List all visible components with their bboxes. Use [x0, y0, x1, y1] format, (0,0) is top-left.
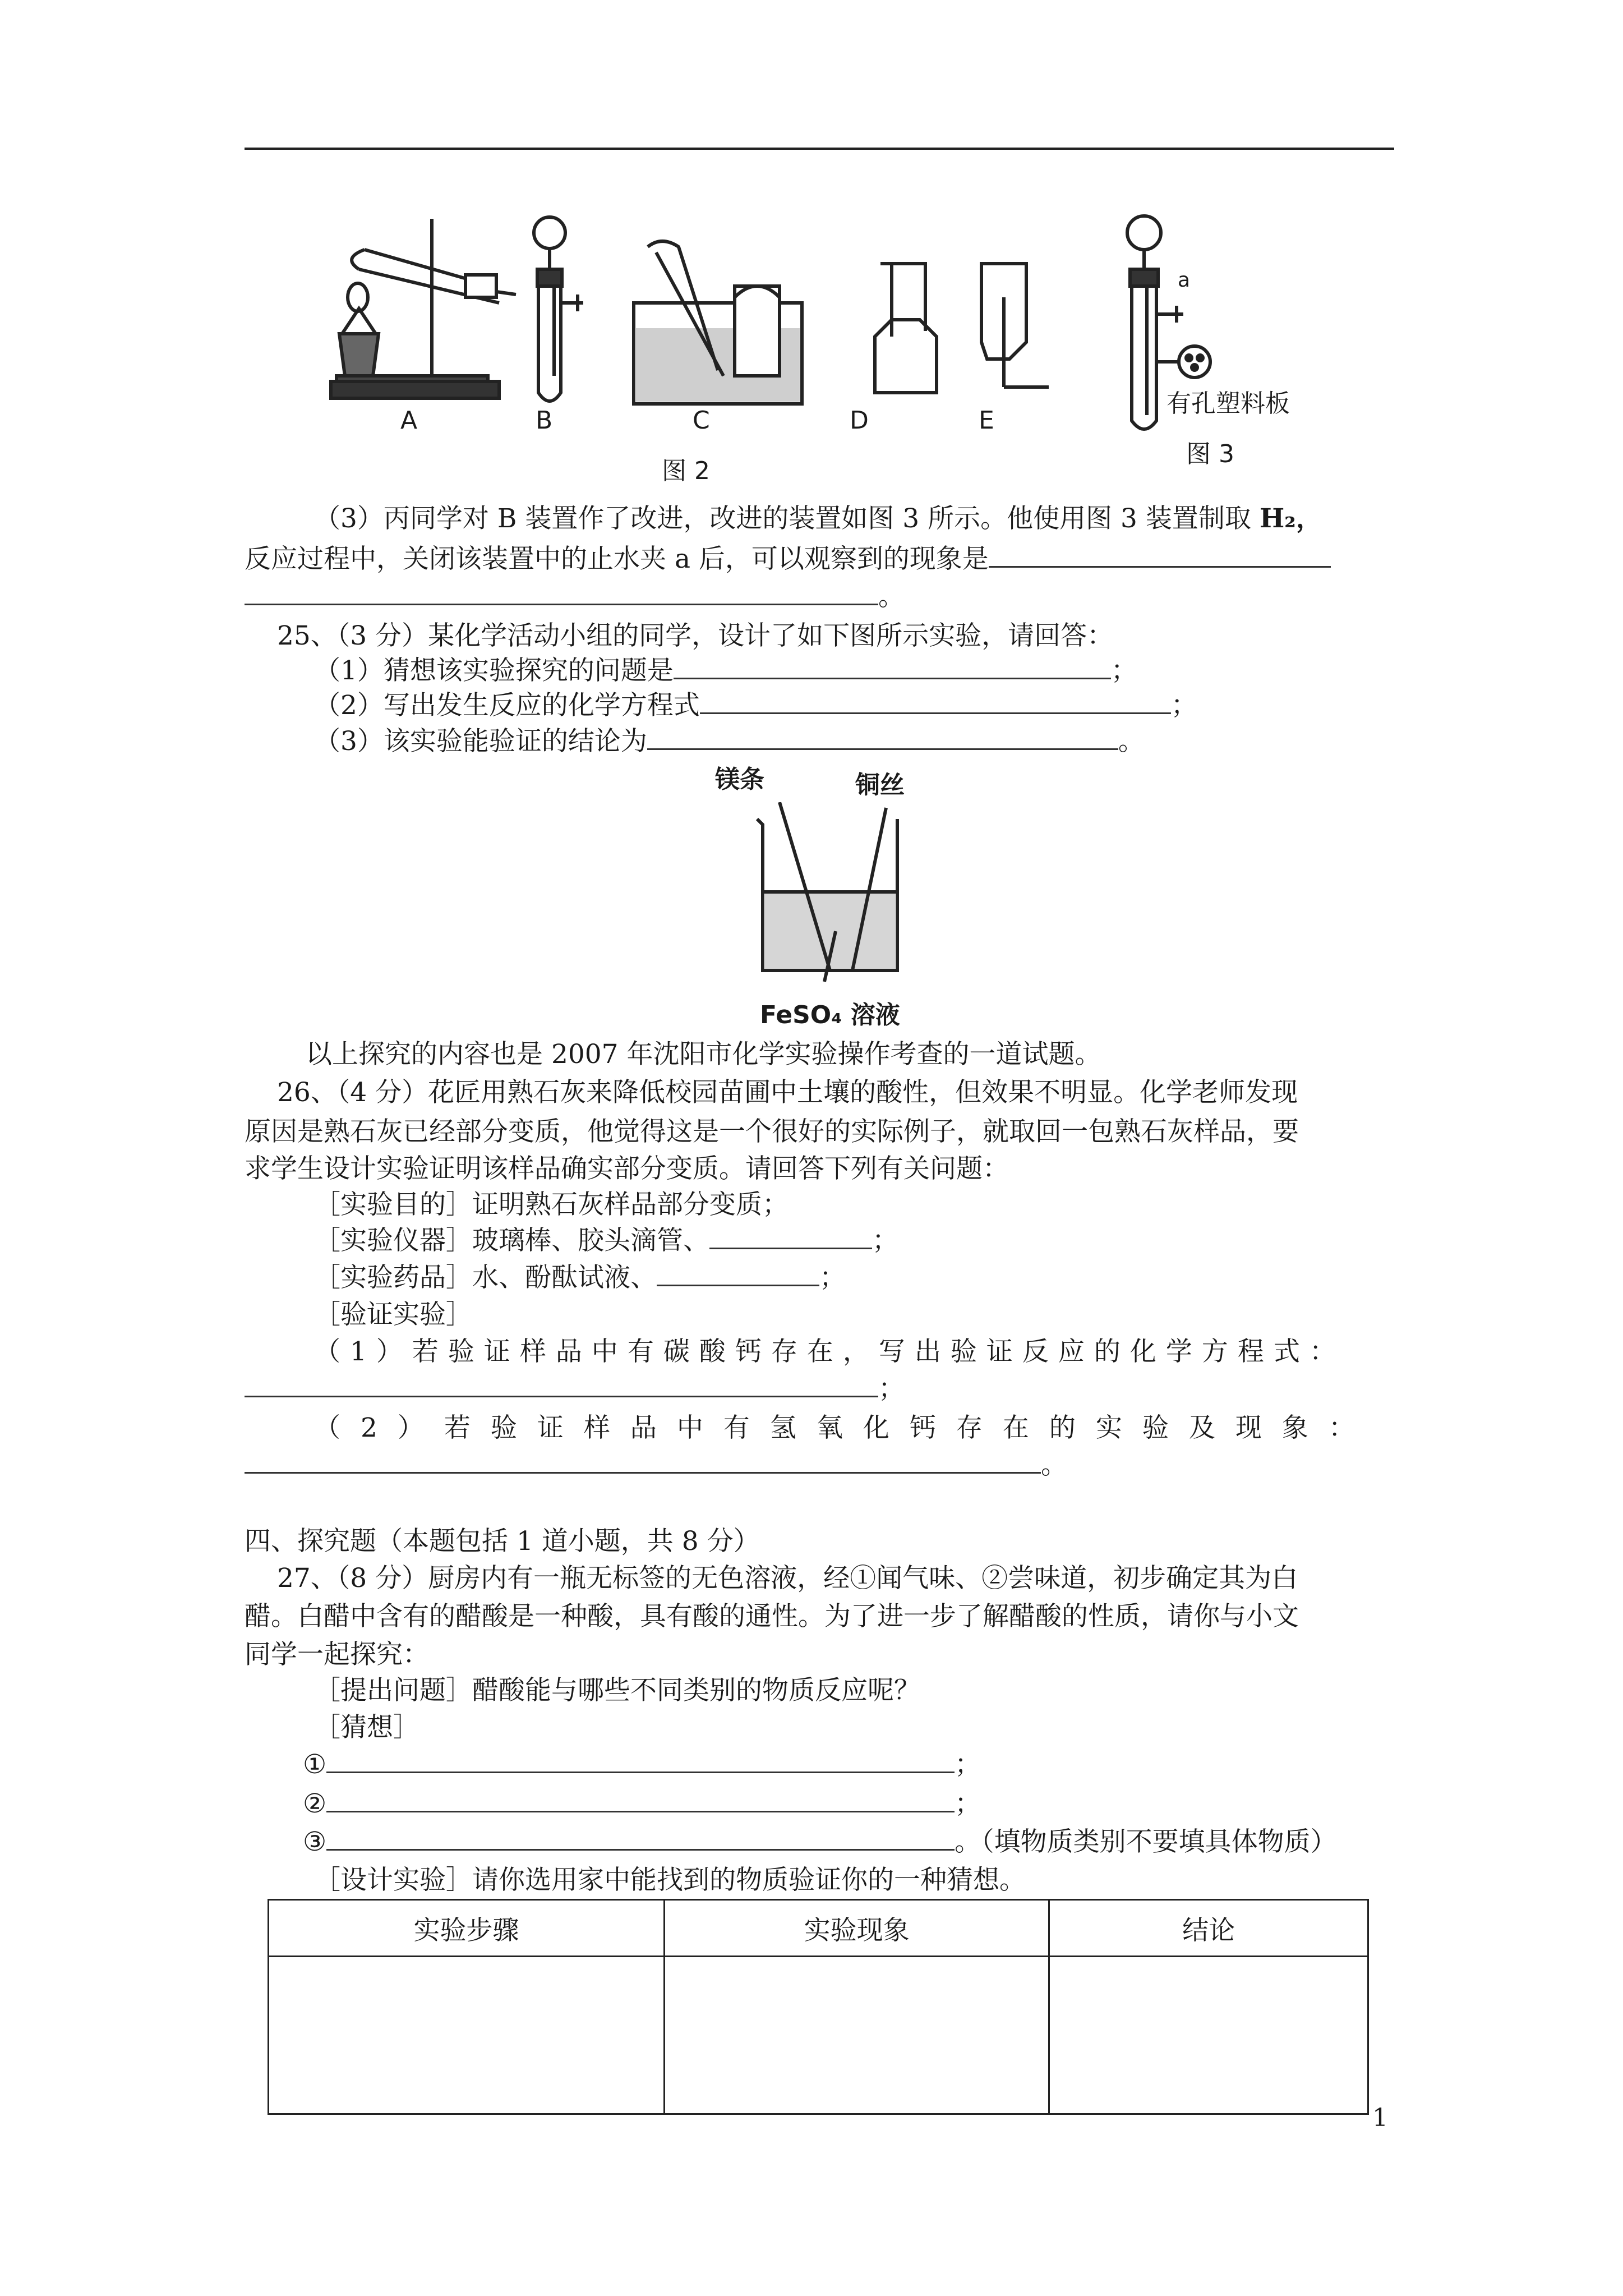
- answer-blank[interactable]: [657, 1263, 819, 1286]
- answer-blank[interactable]: [709, 1226, 872, 1249]
- q26-verify: ［验证实验］: [314, 1299, 472, 1330]
- q24-3-text: （3）丙同学对 B 装置作了改进，改进的装置如图 3 所示。他使用图 3 装置制取: [314, 503, 1251, 534]
- q27-guess1-end: ；: [955, 1749, 981, 1780]
- answer-blank[interactable]: [326, 1828, 955, 1851]
- q26-reagents-end: ；: [819, 1262, 846, 1293]
- answer-blank[interactable]: [326, 1789, 955, 1812]
- q26-sub2-answer: [245, 1448, 1067, 1482]
- q25-sub3-text: （3）该实验能验证的结论为: [314, 726, 647, 757]
- q27-question: ［提出问题］醋酸能与哪些不同类别的物质反应呢？: [314, 1675, 920, 1706]
- table-cell-steps[interactable]: [269, 1957, 665, 2114]
- table-cell-phenomena[interactable]: [664, 1957, 1049, 2114]
- beaker-label-magnesium: 镁条: [715, 765, 764, 794]
- apparatus-e: [981, 264, 1049, 387]
- q27-guess1: [303, 1748, 981, 1782]
- figure-2-label-e: E: [979, 406, 994, 435]
- q25-sub3: [314, 725, 1145, 758]
- q26-purpose: ［实验目的］证明熟石灰样品部分变质；: [314, 1189, 789, 1220]
- q26-sub1-text: （1）若验证样品中有碳酸钙存在，写出验证反应的化学方程式：: [314, 1336, 1345, 1367]
- q25-title: 25、（3 分）某化学活动小组的同学，设计了如下图所示实验，请回答：: [277, 620, 1114, 651]
- table-header-conclusion: 结论: [1049, 1900, 1368, 1957]
- q24-3-line2: [245, 542, 1331, 576]
- q26-sub2: [314, 1411, 1375, 1445]
- q26-line2: 原因是熟石灰已经部分变质，他觉得这是一个很好的实际例子，就取回一包熟石灰样品，要: [245, 1116, 1299, 1147]
- apparatus-a: [331, 219, 516, 398]
- q25-sub1-end: ；: [1110, 655, 1137, 686]
- q27-guess2-marker: ②: [303, 1788, 327, 1819]
- q26-sub2-end: 。: [1041, 1450, 1067, 1480]
- figure-2-label-c: C: [693, 406, 710, 435]
- answer-blank[interactable]: [245, 582, 878, 605]
- q26-line1: 26、（4 分）花匠用熟石灰来降低校园苗圃中土壤的酸性，但效果不明显。化学老师发现: [277, 1077, 1298, 1108]
- beaker-solution-label: FeSO₄ 溶液: [760, 1001, 900, 1029]
- answer-blank[interactable]: [647, 727, 1118, 750]
- q24-3-line1: [314, 502, 1322, 536]
- answer-blank[interactable]: [989, 545, 1331, 568]
- table-header-row: [269, 1900, 1368, 1957]
- header-rule: [245, 148, 1394, 150]
- figure-3-valve-label: a: [1178, 269, 1191, 292]
- q26-sub2-text: （2）若验证样品中有氢氧化钙存在的实验及现象：: [314, 1412, 1375, 1443]
- answer-blank[interactable]: [245, 1374, 878, 1397]
- q27-guess3-marker: ③: [303, 1826, 327, 1857]
- apparatus-d: [875, 264, 937, 393]
- section-4-heading: 四、探究题（本题包括 1 道小题，共 8 分）: [245, 1526, 760, 1557]
- q27-line1: 27、（8 分）厨房内有一瓶无标签的无色溶液，经①闻气味、②尝味道，初步确定其为白: [277, 1563, 1298, 1594]
- answer-blank[interactable]: [700, 691, 1171, 714]
- q27-guess3-end: 。（填物质类别不要填具体物质）: [955, 1826, 1337, 1857]
- figure-3-caption: 图 3: [1186, 440, 1234, 468]
- figure-2-caption: 图 2: [662, 457, 710, 485]
- q27-guess-label: ［猜想］: [314, 1712, 419, 1743]
- q27-guess2-end: ；: [955, 1788, 981, 1819]
- figure-2-label-d: D: [850, 406, 869, 435]
- q26-sub1: [314, 1335, 1396, 1369]
- figure-2-label-a: A: [400, 406, 418, 435]
- q24-3-line3: [245, 580, 905, 614]
- q25-note: 以上探究的内容也是 2007 年沈阳市化学实验操作考查的一道试题。: [306, 1039, 1101, 1070]
- q26-reagents-text: ［实验药品］水、酚酞试液、: [314, 1262, 657, 1293]
- q27-design: ［设计实验］请你选用家中能找到的物质验证你的一种猜想。: [314, 1865, 1026, 1895]
- q24-3-end: 。: [878, 581, 905, 612]
- q26-line3: 求学生设计实验证明该样品确实部分变质。请回答下列有关问题：: [245, 1153, 1009, 1184]
- table-row: [269, 1957, 1368, 2114]
- apparatus-c: [634, 241, 802, 404]
- q26-sub1-answer: [245, 1372, 905, 1406]
- q24-3-text2: 反应过程中，关闭该装置中的止水夹 a 后，可以观察到的现象是: [245, 544, 989, 574]
- q27-guess1-marker: ①: [303, 1749, 327, 1780]
- figure-3-plate-label: 有孔塑料板: [1166, 389, 1290, 418]
- q27-line2: 醋。白醋中含有的醋酸是一种酸，具有酸的通性。为了进一步了解醋酸的性质，请你与小文: [245, 1601, 1299, 1632]
- q26-reagents: [314, 1261, 846, 1295]
- page-number: 1: [1372, 2104, 1388, 2132]
- table-header-phenomena: 实验现象: [664, 1900, 1049, 1957]
- experiment-table: [268, 1899, 1369, 2115]
- q25-sub2-text: （2）写出发生反应的化学方程式: [314, 690, 700, 721]
- q25-sub2-end: ；: [1170, 690, 1197, 721]
- q27-line3: 同学一起探究：: [245, 1639, 429, 1670]
- q27-guess3: [303, 1825, 1337, 1859]
- q25-sub1-text: （1）猜想该实验探究的问题是: [314, 655, 674, 686]
- figure-2-label-b: B: [536, 406, 553, 435]
- table-header-steps: 实验步骤: [269, 1900, 665, 1957]
- answer-blank[interactable]: [326, 1750, 955, 1773]
- q26-instruments: [314, 1224, 898, 1258]
- q25-sub3-end: 。: [1118, 726, 1145, 757]
- beaker-label-copper: 铜丝: [855, 771, 905, 799]
- q27-guess2: [303, 1787, 981, 1821]
- q25-sub2: [314, 689, 1197, 723]
- apparatus-b: [534, 217, 583, 401]
- q26-instruments-text: ［实验仪器］玻璃棒、胶头滴管、: [314, 1225, 709, 1256]
- q26-sub1-end: ；: [878, 1373, 905, 1404]
- q26-instruments-end: ；: [872, 1225, 898, 1256]
- answer-blank[interactable]: [674, 656, 1111, 679]
- beaker-figure: [740, 802, 920, 987]
- table-cell-conclusion[interactable]: [1049, 1957, 1368, 2114]
- q24-3-formula: H₂，: [1259, 503, 1322, 534]
- q25-sub1: [314, 654, 1137, 688]
- answer-blank[interactable]: [245, 1451, 1041, 1474]
